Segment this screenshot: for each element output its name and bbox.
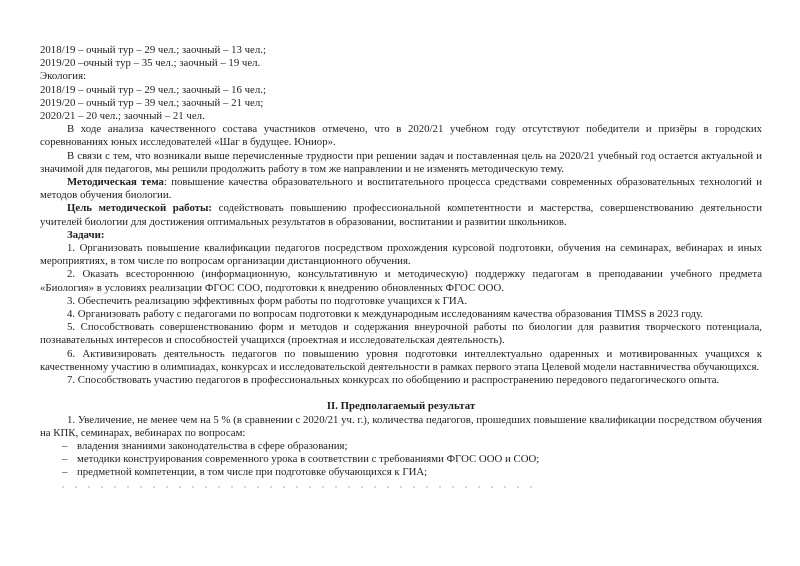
task-item-6: 6. Активизировать деятельность педагогов по повышению уровня подготовки интеллектуально одаренных и мотивированных учащихся к качественному участию в олимпиадах, конкурсах и исследовательской деятельности в рамках первого этапа Целевой модели наставничества обучающихся.	[40, 347, 762, 373]
bullet-item	[62, 466, 762, 479]
bullet-item	[62, 440, 762, 453]
methodical-theme-paragraph	[40, 176, 762, 202]
methodical-theme-text: : повышение качества образовательного и воспитательного процесса средствами современных образовательных технологий и методов обучения биологии.	[40, 176, 762, 202]
stat-line: 2019/20 – очный тур – 39 чел.; заочный – 21 чел;	[40, 96, 264, 109]
methodical-theme-label: Методическая тема	[67, 176, 164, 189]
goal-paragraph	[40, 202, 762, 228]
stat-line: 2018/19 – очный тур – 29 чел.; заочный – 13 чел.;	[40, 44, 266, 56]
bullet-text: владения знаниями законодательства в сфере образования;	[77, 440, 348, 453]
analysis-paragraph: В ходе анализа качественного состава участников отмечено, что в 2020/21 учебном году отсутствуют победители и призёры в городских соревнованиях юных исследователей «Шаг в будущее. Юниор».	[40, 123, 762, 149]
task-item-3: 3. Обеспечить реализацию эффективных форм работы по подготовке учащихся к ГИА.	[67, 294, 468, 307]
relevance-paragraph: В связи с тем, что возникали выше перечисленные трудности при решении задач и поставленная цель на 2020/21 учебный год остается актуальной и значимой для педагогов, мы решили продолжить работу в том же направлении и не изменять методическую тему.	[40, 149, 762, 175]
clipped-next-line-artifact	[62, 486, 532, 488]
result-paragraph: 1. Увеличение, не менее чем на 5 % (в сравнении с 2020/21 уч. г.), количества педагогов, прошедших повышение квалификации посредством обучения на КПК, семинарах, вебинарах по вопросам:	[40, 413, 762, 439]
stat-line: 2020/21 – 20 чел.; заочный – 21 чел.	[40, 110, 205, 123]
bullet-text: предметной компетенции, в том числе при подготовке обучающихся к ГИА;	[77, 466, 428, 479]
task-item-5: 5. Способствовать совершенствованию форм и методов и содержания внеурочной работы по биологии для развития творческого потенциала, познавательных интересов и способностей учащихся (проектная и исследовательская деятельность).	[40, 321, 762, 347]
bullet-item	[62, 453, 762, 466]
goal-label: Цель методической работы:	[67, 202, 213, 215]
task-item-2: 2. Оказать всестороннюю (информационную, консультативную и методическую) поддержку педагогам в преподавании учебного предмета «Биология» в условиях реализации ФГОС СОО, подготовки к внедрению обновленных ФГОС ООО.	[40, 268, 762, 294]
goal-text: содействовать повышению профессиональной компетентности и мастерства, совершенствованию деятельности учителей биологии для достижения оптимальных результатов в образовании, воспитании и развитии школьников.	[40, 202, 762, 228]
task-item-7: 7. Способствовать участию педагогов в профессиональных конкурсах по обобщению и распространению передового педагогического опыта.	[67, 374, 720, 387]
bullet-text: методики конструирования современного урока в соответствии с требованиями ФГОС ООО и СОО;	[77, 453, 540, 466]
task-item-1: 1. Организовать повышение квалификации педагогов посредством прохождения курсовой подготовки, обучения на семинарах, вебинарах и иных мероприятиях, в том числе по вопросам организации дистанционного обучения.	[40, 242, 762, 268]
task-item-4: 4. Организовать работу с педагогами по вопросам подготовки к международным исследованиям качества образования TIMSS в 2023 году.	[67, 308, 704, 321]
stat-line: 2018/19 – очный тур – 29 чел.; заочный – 16 чел.;	[40, 83, 266, 96]
tasks-heading: Задачи:	[67, 228, 105, 241]
section-heading: II. Предполагаемый результат	[326, 400, 476, 413]
list-dash-marker: –	[62, 440, 68, 453]
list-dash-marker: –	[62, 453, 68, 466]
stat-line-ecology-label: Экология:	[40, 70, 87, 83]
stat-line: 2019/20 –очный тур – 35 чел.; заочный – 19 чел.	[40, 57, 261, 70]
list-dash-marker: –	[62, 466, 68, 479]
